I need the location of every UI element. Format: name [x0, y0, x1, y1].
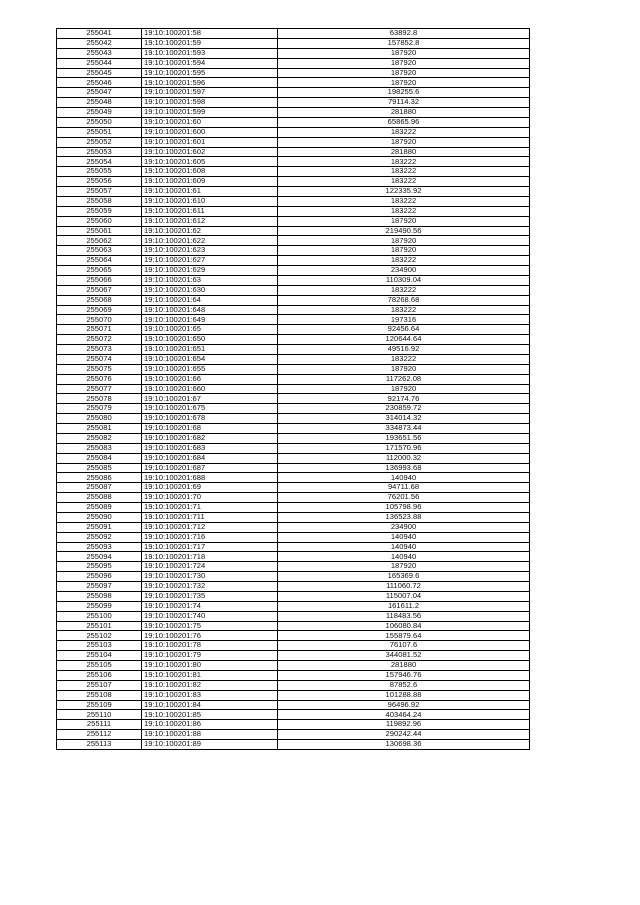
row-id-cell: 255041 [57, 29, 142, 39]
cadastral-number-cell: 19:10:100201:60 [142, 117, 278, 127]
cadastral-number-cell: 19:10:100201:594 [142, 58, 278, 68]
cadastral-number-cell: 19:10:100201:740 [142, 611, 278, 621]
table-row [57, 354, 530, 364]
value-cell: 157946.76 [278, 670, 530, 680]
value-cell: 281880 [278, 661, 530, 671]
value-cell: 219490.56 [278, 226, 530, 236]
table-row [57, 48, 530, 58]
row-id-cell: 255080 [57, 414, 142, 424]
table-row [57, 137, 530, 147]
row-id-cell: 255098 [57, 591, 142, 601]
value-cell: 234900 [278, 522, 530, 532]
table-row [57, 522, 530, 532]
row-id-cell: 255044 [57, 58, 142, 68]
row-id-cell: 255103 [57, 641, 142, 651]
cadastral-number-cell: 19:10:100201:605 [142, 157, 278, 167]
row-id-cell: 255075 [57, 364, 142, 374]
value-cell: 110309.04 [278, 275, 530, 285]
cadastral-number-cell: 19:10:100201:629 [142, 266, 278, 276]
table-row [57, 591, 530, 601]
cadastral-number-cell: 19:10:100201:58 [142, 29, 278, 39]
cadastral-number-cell: 19:10:100201:608 [142, 167, 278, 177]
table-row [57, 374, 530, 384]
table-row [57, 661, 530, 671]
table-row [57, 29, 530, 39]
table-row [57, 493, 530, 503]
cadastral-number-cell: 19:10:100201:611 [142, 206, 278, 216]
row-id-cell: 255081 [57, 424, 142, 434]
row-id-cell: 255073 [57, 345, 142, 355]
value-cell: 187920 [278, 562, 530, 572]
row-id-cell: 255071 [57, 325, 142, 335]
value-cell: 157852.8 [278, 38, 530, 48]
row-id-cell: 255102 [57, 631, 142, 641]
row-id-cell: 255108 [57, 690, 142, 700]
value-cell: 78268.68 [278, 295, 530, 305]
table-row [57, 611, 530, 621]
row-id-cell: 255049 [57, 108, 142, 118]
value-cell: 234900 [278, 266, 530, 276]
cadastral-number-cell: 19:10:100201:598 [142, 98, 278, 108]
row-id-cell: 255048 [57, 98, 142, 108]
table-row [57, 335, 530, 345]
table-row [57, 127, 530, 137]
cadastral-number-cell: 19:10:100201:68 [142, 424, 278, 434]
value-cell: 183222 [278, 167, 530, 177]
table-row [57, 196, 530, 206]
value-cell: 92174.76 [278, 394, 530, 404]
table-row [57, 710, 530, 720]
value-cell: 136993.68 [278, 463, 530, 473]
row-id-cell: 255111 [57, 720, 142, 730]
cadastral-number-cell: 19:10:100201:70 [142, 493, 278, 503]
value-cell: 94711.68 [278, 483, 530, 493]
row-id-cell: 255088 [57, 493, 142, 503]
cadastral-number-cell: 19:10:100201:684 [142, 453, 278, 463]
cadastral-number-cell: 19:10:100201:66 [142, 374, 278, 384]
table-row [57, 433, 530, 443]
cadastral-number-cell: 19:10:100201:622 [142, 236, 278, 246]
table-row [57, 325, 530, 335]
table-row [57, 700, 530, 710]
table-row [57, 187, 530, 197]
row-id-cell: 255113 [57, 740, 142, 750]
cadastral-number-cell: 19:10:100201:71 [142, 503, 278, 513]
row-id-cell: 255061 [57, 226, 142, 236]
value-cell: 314014.32 [278, 414, 530, 424]
row-id-cell: 255043 [57, 48, 142, 58]
row-id-cell: 255097 [57, 582, 142, 592]
value-cell: 403464.24 [278, 710, 530, 720]
cadastral-number-cell: 19:10:100201:660 [142, 384, 278, 394]
cadastral-number-cell: 19:10:100201:732 [142, 582, 278, 592]
row-id-cell: 255101 [57, 621, 142, 631]
value-cell: 187920 [278, 137, 530, 147]
cadastral-number-cell: 19:10:100201:88 [142, 730, 278, 740]
cadastral-number-cell: 19:10:100201:623 [142, 246, 278, 256]
row-id-cell: 255059 [57, 206, 142, 216]
table-row [57, 98, 530, 108]
value-cell: 334873.44 [278, 424, 530, 434]
row-id-cell: 255046 [57, 78, 142, 88]
value-cell: 106080.84 [278, 621, 530, 631]
value-cell: 87852.6 [278, 680, 530, 690]
cadastral-number-cell: 19:10:100201:59 [142, 38, 278, 48]
table-row [57, 542, 530, 552]
table-row [57, 532, 530, 542]
row-id-cell: 255092 [57, 532, 142, 542]
table-row [57, 621, 530, 631]
table-row [57, 394, 530, 404]
table-row [57, 730, 530, 740]
table-row [57, 226, 530, 236]
row-id-cell: 255089 [57, 503, 142, 513]
value-cell: 193651.56 [278, 433, 530, 443]
row-id-cell: 255055 [57, 167, 142, 177]
table-row [57, 582, 530, 592]
cadastral-number-cell: 19:10:100201:74 [142, 601, 278, 611]
table-row [57, 562, 530, 572]
value-cell: 187920 [278, 236, 530, 246]
row-id-cell: 255047 [57, 88, 142, 98]
value-cell: 118483.56 [278, 611, 530, 621]
value-cell: 112000.32 [278, 453, 530, 463]
cadastral-number-cell: 19:10:100201:735 [142, 591, 278, 601]
value-cell: 183222 [278, 127, 530, 137]
cadastral-number-cell: 19:10:100201:724 [142, 562, 278, 572]
row-id-cell: 255054 [57, 157, 142, 167]
table-row [57, 641, 530, 651]
value-cell: 79114.32 [278, 98, 530, 108]
row-id-cell: 255104 [57, 651, 142, 661]
cadastral-number-cell: 19:10:100201:627 [142, 256, 278, 266]
table-row [57, 463, 530, 473]
value-cell: 183222 [278, 177, 530, 187]
value-cell: 187920 [278, 58, 530, 68]
value-cell: 119892.96 [278, 720, 530, 730]
row-id-cell: 255063 [57, 246, 142, 256]
cadastral-number-cell: 19:10:100201:711 [142, 512, 278, 522]
value-cell: 183222 [278, 157, 530, 167]
value-cell: 117262.08 [278, 374, 530, 384]
table-row [57, 117, 530, 127]
cadastral-number-cell: 19:10:100201:62 [142, 226, 278, 236]
cadastral-number-cell: 19:10:100201:683 [142, 443, 278, 453]
cadastral-number-cell: 19:10:100201:593 [142, 48, 278, 58]
cadastral-number-cell: 19:10:100201:83 [142, 690, 278, 700]
row-id-cell: 255095 [57, 562, 142, 572]
table-row [57, 670, 530, 680]
table-row [57, 157, 530, 167]
row-id-cell: 255082 [57, 433, 142, 443]
cadastral-number-cell: 19:10:100201:596 [142, 78, 278, 88]
row-id-cell: 255083 [57, 443, 142, 453]
table-row [57, 503, 530, 513]
cadastral-number-cell: 19:10:100201:600 [142, 127, 278, 137]
row-id-cell: 255057 [57, 187, 142, 197]
value-cell: 187920 [278, 216, 530, 226]
row-id-cell: 255058 [57, 196, 142, 206]
row-id-cell: 255079 [57, 404, 142, 414]
table-row [57, 345, 530, 355]
cadastral-number-cell: 19:10:100201:67 [142, 394, 278, 404]
value-cell: 183222 [278, 196, 530, 206]
value-cell: 187920 [278, 246, 530, 256]
row-id-cell: 255085 [57, 463, 142, 473]
value-cell: 187920 [278, 68, 530, 78]
row-id-cell: 255060 [57, 216, 142, 226]
cadastral-number-cell: 19:10:100201:682 [142, 433, 278, 443]
cadastral-number-cell: 19:10:100201:651 [142, 345, 278, 355]
row-id-cell: 255069 [57, 305, 142, 315]
value-cell: 171570.96 [278, 443, 530, 453]
table-row [57, 720, 530, 730]
table-row [57, 275, 530, 285]
cadastral-number-cell: 19:10:100201:687 [142, 463, 278, 473]
row-id-cell: 255100 [57, 611, 142, 621]
cadastral-number-cell: 19:10:100201:85 [142, 710, 278, 720]
cadastral-number-cell: 19:10:100201:599 [142, 108, 278, 118]
value-cell: 76107.6 [278, 641, 530, 651]
row-id-cell: 255091 [57, 522, 142, 532]
table-row [57, 177, 530, 187]
row-id-cell: 255105 [57, 661, 142, 671]
cadastral-number-cell: 19:10:100201:61 [142, 187, 278, 197]
cadastral-number-cell: 19:10:100201:78 [142, 641, 278, 651]
row-id-cell: 255077 [57, 384, 142, 394]
value-cell: 290242.44 [278, 730, 530, 740]
table-row [57, 58, 530, 68]
table-row [57, 147, 530, 157]
row-id-cell: 255072 [57, 335, 142, 345]
table-row [57, 453, 530, 463]
value-cell: 140940 [278, 542, 530, 552]
row-id-cell: 255065 [57, 266, 142, 276]
value-cell: 183222 [278, 206, 530, 216]
row-id-cell: 255107 [57, 680, 142, 690]
data-table [56, 28, 530, 750]
table-row [57, 206, 530, 216]
cadastral-number-cell: 19:10:100201:76 [142, 631, 278, 641]
cadastral-number-cell: 19:10:100201:718 [142, 552, 278, 562]
row-id-cell: 255064 [57, 256, 142, 266]
cadastral-number-cell: 19:10:100201:688 [142, 473, 278, 483]
row-id-cell: 255086 [57, 473, 142, 483]
value-cell: 165369.6 [278, 572, 530, 582]
cadastral-number-cell: 19:10:100201:82 [142, 680, 278, 690]
value-cell: 281880 [278, 108, 530, 118]
table-row [57, 601, 530, 611]
table-row [57, 690, 530, 700]
cadastral-number-cell: 19:10:100201:595 [142, 68, 278, 78]
row-id-cell: 255042 [57, 38, 142, 48]
table-row [57, 78, 530, 88]
value-cell: 187920 [278, 48, 530, 58]
cadastral-number-cell: 19:10:100201:612 [142, 216, 278, 226]
table-row [57, 740, 530, 750]
value-cell: 63892.8 [278, 29, 530, 39]
value-cell: 183222 [278, 285, 530, 295]
row-id-cell: 255068 [57, 295, 142, 305]
cadastral-number-cell: 19:10:100201:89 [142, 740, 278, 750]
value-cell: 197316 [278, 315, 530, 325]
value-cell: 49516.92 [278, 345, 530, 355]
table-row [57, 256, 530, 266]
row-id-cell: 255074 [57, 354, 142, 364]
cadastral-number-cell: 19:10:100201:630 [142, 285, 278, 295]
table-row [57, 68, 530, 78]
row-id-cell: 255051 [57, 127, 142, 137]
cadastral-number-cell: 19:10:100201:64 [142, 295, 278, 305]
table-row [57, 216, 530, 226]
row-id-cell: 255096 [57, 572, 142, 582]
cadastral-number-cell: 19:10:100201:609 [142, 177, 278, 187]
cadastral-number-cell: 19:10:100201:81 [142, 670, 278, 680]
table-row [57, 236, 530, 246]
table-row [57, 246, 530, 256]
cadastral-number-cell: 19:10:100201:716 [142, 532, 278, 542]
value-cell: 140940 [278, 532, 530, 542]
table-row [57, 651, 530, 661]
row-id-cell: 255067 [57, 285, 142, 295]
value-cell: 344081.52 [278, 651, 530, 661]
value-cell: 187920 [278, 78, 530, 88]
table-row [57, 572, 530, 582]
value-cell: 161611.2 [278, 601, 530, 611]
row-id-cell: 255109 [57, 700, 142, 710]
value-cell: 120644.64 [278, 335, 530, 345]
value-cell: 230859.72 [278, 404, 530, 414]
row-id-cell: 255094 [57, 552, 142, 562]
table-row [57, 364, 530, 374]
table-row [57, 38, 530, 48]
cadastral-number-cell: 19:10:100201:80 [142, 661, 278, 671]
row-id-cell: 255087 [57, 483, 142, 493]
cadastral-number-cell: 19:10:100201:730 [142, 572, 278, 582]
value-cell: 183222 [278, 354, 530, 364]
value-cell: 198255.6 [278, 88, 530, 98]
row-id-cell: 255078 [57, 394, 142, 404]
value-cell: 105798.96 [278, 503, 530, 513]
table-row [57, 404, 530, 414]
cadastral-number-cell: 19:10:100201:712 [142, 522, 278, 532]
value-cell: 115007.04 [278, 591, 530, 601]
row-id-cell: 255052 [57, 137, 142, 147]
row-id-cell: 255112 [57, 730, 142, 740]
value-cell: 76201.56 [278, 493, 530, 503]
table-row [57, 88, 530, 98]
table-row [57, 512, 530, 522]
value-cell: 65865.96 [278, 117, 530, 127]
row-id-cell: 255106 [57, 670, 142, 680]
row-id-cell: 255053 [57, 147, 142, 157]
cadastral-number-cell: 19:10:100201:84 [142, 700, 278, 710]
row-id-cell: 255062 [57, 236, 142, 246]
cadastral-number-cell: 19:10:100201:650 [142, 335, 278, 345]
cadastral-number-cell: 19:10:100201:610 [142, 196, 278, 206]
cadastral-number-cell: 19:10:100201:654 [142, 354, 278, 364]
value-cell: 140940 [278, 473, 530, 483]
table-row [57, 108, 530, 118]
row-id-cell: 255070 [57, 315, 142, 325]
value-cell: 130698.36 [278, 740, 530, 750]
value-cell: 122335.92 [278, 187, 530, 197]
table-row [57, 295, 530, 305]
table-row [57, 473, 530, 483]
row-id-cell: 255090 [57, 512, 142, 522]
value-cell: 187920 [278, 364, 530, 374]
cadastral-number-cell: 19:10:100201:86 [142, 720, 278, 730]
value-cell: 92456.64 [278, 325, 530, 335]
row-id-cell: 255076 [57, 374, 142, 384]
cadastral-number-cell: 19:10:100201:63 [142, 275, 278, 285]
value-cell: 183222 [278, 256, 530, 266]
cadastral-number-cell: 19:10:100201:79 [142, 651, 278, 661]
row-id-cell: 255093 [57, 542, 142, 552]
table-row [57, 305, 530, 315]
table-row [57, 285, 530, 295]
table-row [57, 424, 530, 434]
table-row [57, 414, 530, 424]
value-cell: 136523.88 [278, 512, 530, 522]
cadastral-number-cell: 19:10:100201:717 [142, 542, 278, 552]
table-row [57, 631, 530, 641]
table-row [57, 552, 530, 562]
value-cell: 96496.92 [278, 700, 530, 710]
cadastral-number-cell: 19:10:100201:75 [142, 621, 278, 631]
value-cell: 183222 [278, 305, 530, 315]
row-id-cell: 255045 [57, 68, 142, 78]
cadastral-number-cell: 19:10:100201:69 [142, 483, 278, 493]
value-cell: 101288.88 [278, 690, 530, 700]
cadastral-number-cell: 19:10:100201:65 [142, 325, 278, 335]
cadastral-number-cell: 19:10:100201:648 [142, 305, 278, 315]
value-cell: 281880 [278, 147, 530, 157]
row-id-cell: 255056 [57, 177, 142, 187]
row-id-cell: 255066 [57, 275, 142, 285]
table-row [57, 443, 530, 453]
cadastral-number-cell: 19:10:100201:655 [142, 364, 278, 374]
cadastral-number-cell: 19:10:100201:597 [142, 88, 278, 98]
cadastral-number-cell: 19:10:100201:675 [142, 404, 278, 414]
table-row [57, 266, 530, 276]
table-row [57, 167, 530, 177]
value-cell: 155879.64 [278, 631, 530, 641]
cadastral-number-cell: 19:10:100201:602 [142, 147, 278, 157]
value-cell: 187920 [278, 384, 530, 394]
row-id-cell: 255084 [57, 453, 142, 463]
row-id-cell: 255050 [57, 117, 142, 127]
row-id-cell: 255099 [57, 601, 142, 611]
cadastral-number-cell: 19:10:100201:649 [142, 315, 278, 325]
table-row [57, 680, 530, 690]
table-body [57, 29, 530, 750]
row-id-cell: 255110 [57, 710, 142, 720]
table-row [57, 483, 530, 493]
cadastral-number-cell: 19:10:100201:601 [142, 137, 278, 147]
value-cell: 140940 [278, 552, 530, 562]
value-cell: 111060.72 [278, 582, 530, 592]
cadastral-number-cell: 19:10:100201:678 [142, 414, 278, 424]
table-row [57, 315, 530, 325]
table-row [57, 384, 530, 394]
